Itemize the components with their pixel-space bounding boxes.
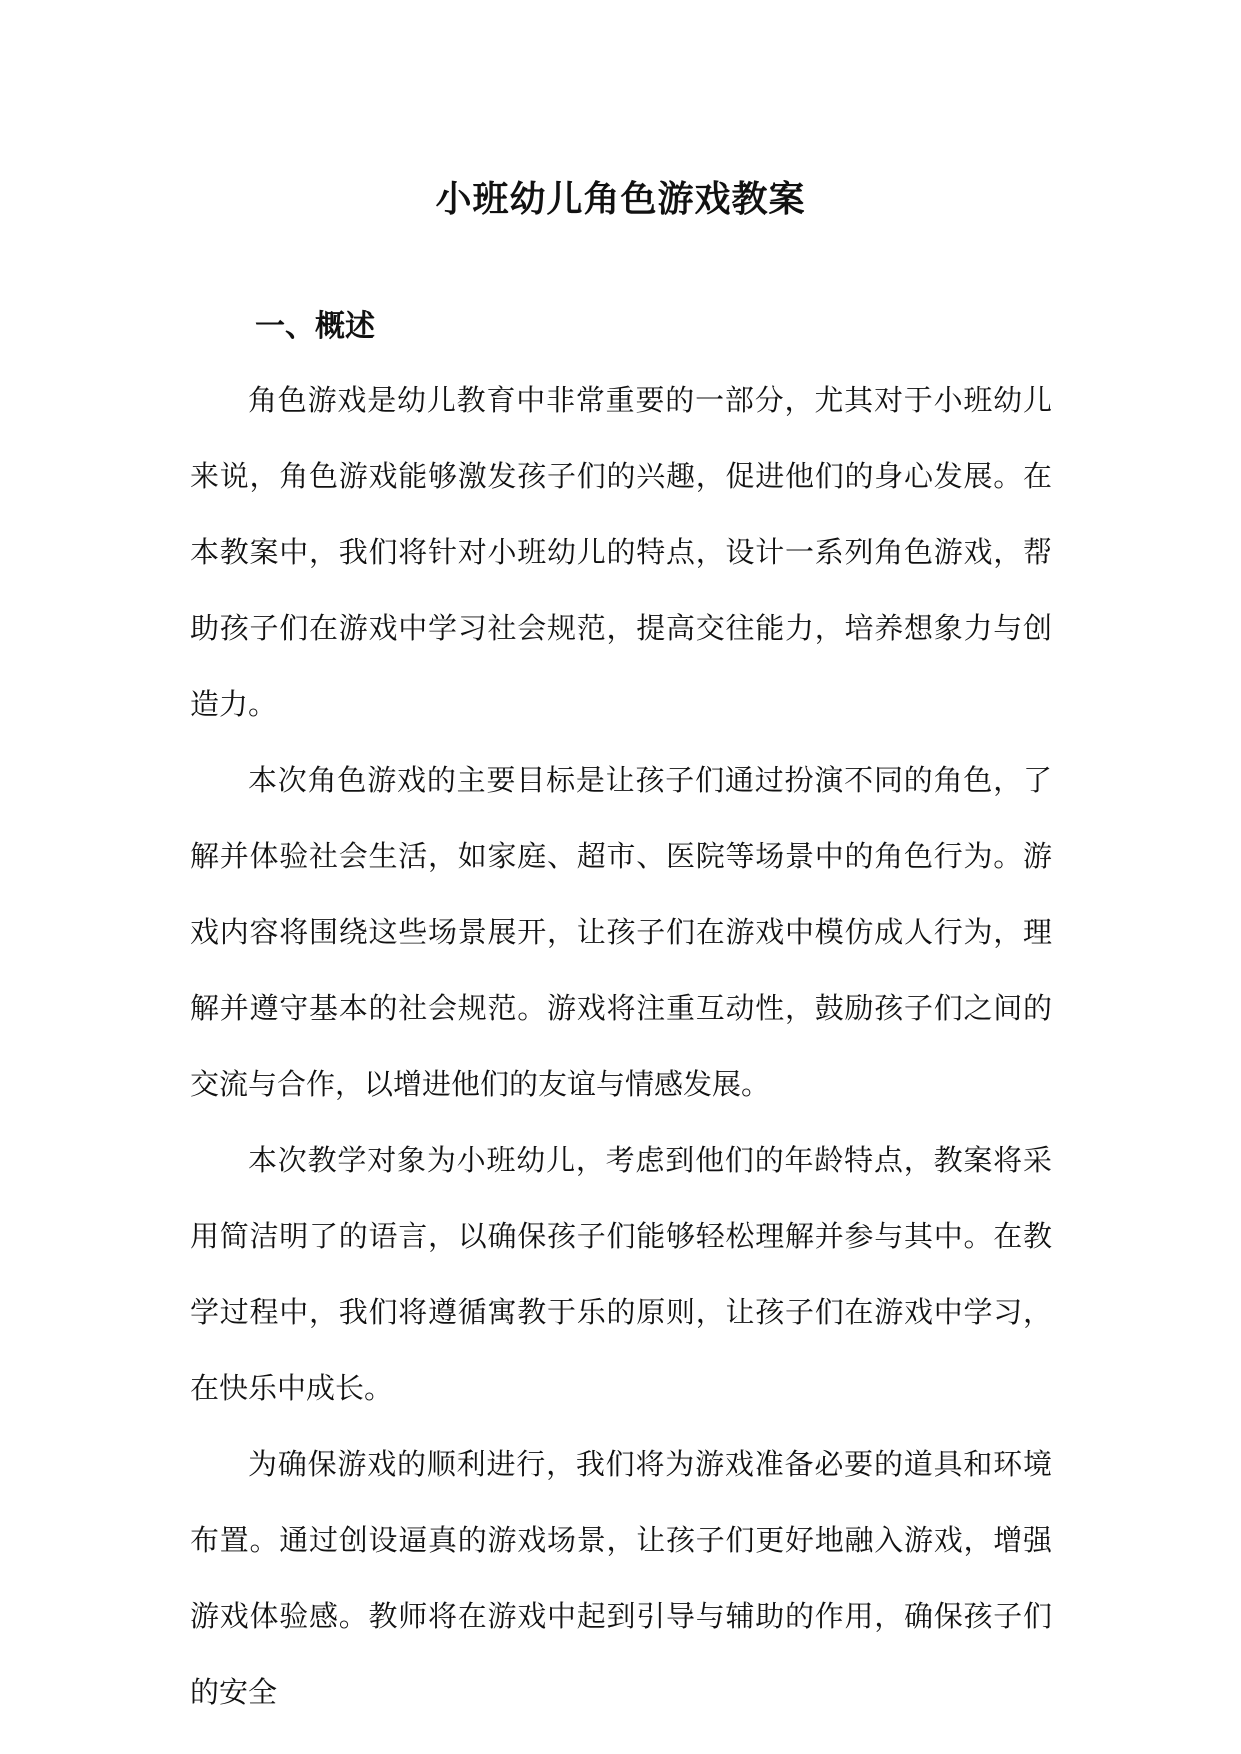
- paragraph: 本次教学对象为小班幼儿，考虑到他们的年龄特点，教案将采用简洁明了的语言，以确保孩子们能够轻松理解并参与其中。在教学过程中，我们将遵循寓教于乐的原则，让孩子们在游戏中学习，在快乐中成长。: [190, 1143, 1052, 1405]
- paragraph: 本次角色游戏的主要目标是让孩子们通过扮演不同的角色，了解并体验社会生活，如家庭、超市、医院等场景中的角色行为。游戏内容将围绕这些场景展开，让孩子们在游戏中模仿成人行为，理解并遵守基本的社会规范。游戏将注重互动性，鼓励孩子们之间的交流与合作，以增进他们的友谊与情感发展。: [190, 763, 1052, 1101]
- section-heading: 一、概述: [255, 308, 375, 344]
- body-content: [190, 362, 1052, 1730]
- paragraph: 角色游戏是幼儿教育中非常重要的一部分，尤其对于小班幼儿来说，角色游戏能够激发孩子们的兴趣，促进他们的身心发展。在本教案中，我们将针对小班幼儿的特点，设计一系列角色游戏，帮助孩子们在游戏中学习社会规范，提高交往能力，培养想象力与创造力。: [190, 383, 1052, 721]
- paragraph: 为确保游戏的顺利进行，我们将为游戏准备必要的道具和环境布置。通过创设逼真的游戏场景，让孩子们更好地融入游戏，增强游戏体验感。教师将在游戏中起到引导与辅助的作用，确保孩子们的安全: [190, 1447, 1052, 1709]
- document-title: 小班幼儿角色游戏教案: [435, 178, 806, 221]
